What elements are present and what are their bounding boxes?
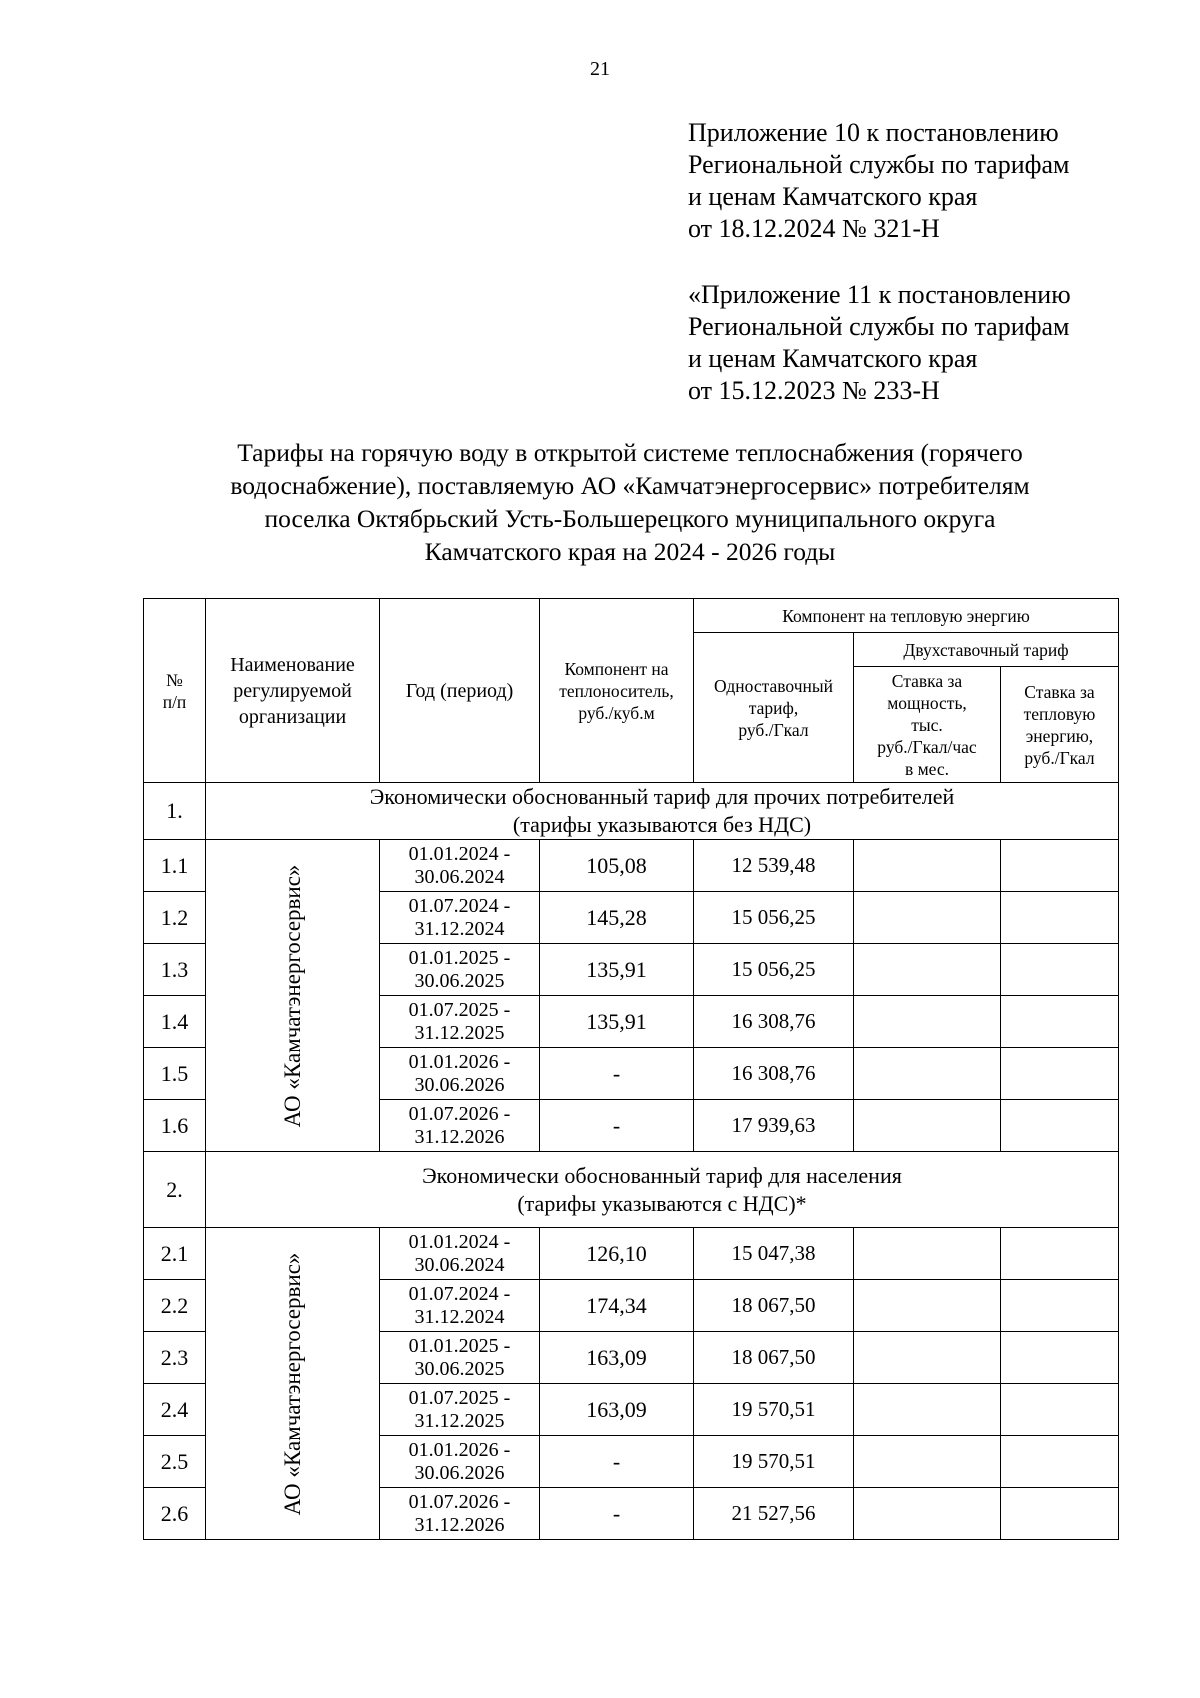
document-title-line: водоснабжение), поставляемую АО «Камчатэнергосервис» потребителям xyxy=(230,471,1030,500)
energy-rate-value xyxy=(1001,996,1119,1048)
row-number: 1.5 xyxy=(144,1048,206,1100)
capacity-rate-value xyxy=(854,892,1001,944)
single-rate-value: 12 539,48 xyxy=(694,840,854,892)
carrier-value: - xyxy=(540,1048,694,1100)
row-number: 2.1 xyxy=(144,1228,206,1280)
single-rate-value: 15 056,25 xyxy=(694,944,854,996)
period-cell: 01.01.2025 - 30.06.2025 xyxy=(380,944,540,996)
header-heat-component: Компонент на тепловую энергию xyxy=(694,599,1119,633)
header-number: № п/п xyxy=(144,599,206,783)
row-number: 1.4 xyxy=(144,996,206,1048)
header-organization: Наименование регулируемой организации xyxy=(206,599,380,783)
single-rate-value: 17 939,63 xyxy=(694,1100,854,1152)
period-cell: 01.07.2026 - 31.12.2026 xyxy=(380,1100,540,1152)
appendix-current-line: от 18.12.2024 № 321-Н xyxy=(688,214,940,243)
document-title xyxy=(140,436,1120,568)
capacity-rate-value xyxy=(854,840,1001,892)
period-cell: 01.07.2024 - 31.12.2024 xyxy=(380,892,540,944)
row-number: 1.1 xyxy=(144,840,206,892)
section-row xyxy=(144,783,1119,840)
organization-cell xyxy=(206,1228,380,1540)
row-number: 1.6 xyxy=(144,1100,206,1152)
appendix-previous-line: «Приложение 11 к постановлению xyxy=(688,280,1071,309)
row-number: 2.2 xyxy=(144,1280,206,1332)
energy-rate-value xyxy=(1001,1384,1119,1436)
organization-name: АО «Камчатэнергосервис» xyxy=(279,1252,305,1515)
capacity-rate-value xyxy=(854,1384,1001,1436)
row-number: 2.3 xyxy=(144,1332,206,1384)
document-title-line: поселка Октябрьский Усть-Большерецкого муниципального округа xyxy=(264,504,996,533)
period-cell: 01.01.2025 - 30.06.2025 xyxy=(380,1332,540,1384)
energy-rate-value xyxy=(1001,1048,1119,1100)
appendix-current-line: и ценам Камчатского края xyxy=(688,182,978,211)
single-rate-value: 16 308,76 xyxy=(694,1048,854,1100)
section-number: 1. xyxy=(144,783,206,840)
capacity-rate-value xyxy=(854,1332,1001,1384)
tariff-table xyxy=(143,598,1119,1540)
table-row xyxy=(144,1228,1119,1280)
energy-rate-value xyxy=(1001,1100,1119,1152)
period-cell: 01.07.2025 - 31.12.2025 xyxy=(380,1384,540,1436)
energy-rate-value xyxy=(1001,840,1119,892)
single-rate-value: 21 527,56 xyxy=(694,1488,854,1540)
document-title-line: Тарифы на горячую воду в открытой системе теплоснабжения (горячего xyxy=(237,438,1023,467)
section-title: Экономически обоснованный тариф для прочих потребителей (тарифы указываются без НДС) xyxy=(206,783,1119,840)
organization-name: АО «Камчатэнергосервис» xyxy=(279,864,305,1127)
period-cell: 01.01.2026 - 30.06.2026 xyxy=(380,1436,540,1488)
carrier-value: 126,10 xyxy=(540,1228,694,1280)
appendix-previous-line: и ценам Камчатского края xyxy=(688,344,978,373)
row-number: 1.2 xyxy=(144,892,206,944)
single-rate-value: 16 308,76 xyxy=(694,996,854,1048)
row-number: 2.5 xyxy=(144,1436,206,1488)
carrier-value: 105,08 xyxy=(540,840,694,892)
energy-rate-value xyxy=(1001,944,1119,996)
period-cell: 01.07.2024 - 31.12.2024 xyxy=(380,1280,540,1332)
period-cell: 01.01.2026 - 30.06.2026 xyxy=(380,1048,540,1100)
capacity-rate-value xyxy=(854,1048,1001,1100)
energy-rate-value xyxy=(1001,1332,1119,1384)
carrier-value: 163,09 xyxy=(540,1332,694,1384)
capacity-rate-value xyxy=(854,1488,1001,1540)
appendix-current-line: Приложение 10 к постановлению xyxy=(688,118,1059,147)
capacity-rate-value xyxy=(854,1436,1001,1488)
carrier-value: 145,28 xyxy=(540,892,694,944)
carrier-value: 135,91 xyxy=(540,944,694,996)
energy-rate-value xyxy=(1001,1436,1119,1488)
capacity-rate-value xyxy=(854,944,1001,996)
carrier-value: 163,09 xyxy=(540,1384,694,1436)
single-rate-value: 19 570,51 xyxy=(694,1384,854,1436)
row-number: 1.3 xyxy=(144,944,206,996)
single-rate-value: 18 067,50 xyxy=(694,1332,854,1384)
energy-rate-value xyxy=(1001,892,1119,944)
capacity-rate-value xyxy=(854,1280,1001,1332)
header-carrier-component: Компонент на теплоноситель, руб./куб.м xyxy=(540,599,694,783)
header-single-rate: Одноставочный тариф, руб./Гкал xyxy=(694,633,854,783)
page-number: 21 xyxy=(590,58,610,80)
table-row xyxy=(144,840,1119,892)
document-title-line: Камчатского края на 2024 - 2026 годы xyxy=(424,537,836,566)
carrier-value: 174,34 xyxy=(540,1280,694,1332)
appendix-previous-line: от 15.12.2023 № 233-Н xyxy=(688,376,940,405)
capacity-rate-value xyxy=(854,996,1001,1048)
appendix-current-block xyxy=(688,117,1168,245)
period-cell: 01.01.2024 - 30.06.2024 xyxy=(380,840,540,892)
period-cell: 01.01.2024 - 30.06.2024 xyxy=(380,1228,540,1280)
capacity-rate-value xyxy=(854,1228,1001,1280)
section-title: Экономически обоснованный тариф для населения (тарифы указываются с НДС)* xyxy=(206,1152,1119,1228)
appendix-previous-line: Региональной службы по тарифам xyxy=(688,312,1070,341)
header-period: Год (период) xyxy=(380,599,540,783)
carrier-value: 135,91 xyxy=(540,996,694,1048)
single-rate-value: 15 056,25 xyxy=(694,892,854,944)
carrier-value: - xyxy=(540,1488,694,1540)
period-cell: 01.07.2025 - 31.12.2025 xyxy=(380,996,540,1048)
appendix-previous-block xyxy=(688,279,1168,407)
header-capacity-rate: Ставка за мощность, тыс. руб./Гкал/час в мес. xyxy=(854,667,1001,783)
header-two-part-tariff: Двухставочный тариф xyxy=(854,633,1119,667)
appendix-current-line: Региональной службы по тарифам xyxy=(688,150,1070,179)
period-cell: 01.07.2026 - 31.12.2026 xyxy=(380,1488,540,1540)
energy-rate-value xyxy=(1001,1228,1119,1280)
row-number: 2.6 xyxy=(144,1488,206,1540)
single-rate-value: 15 047,38 xyxy=(694,1228,854,1280)
carrier-value: - xyxy=(540,1436,694,1488)
header-energy-rate: Ставка за тепловую энергию, руб./Гкал xyxy=(1001,667,1119,783)
energy-rate-value xyxy=(1001,1280,1119,1332)
row-number: 2.4 xyxy=(144,1384,206,1436)
single-rate-value: 19 570,51 xyxy=(694,1436,854,1488)
organization-cell xyxy=(206,840,380,1152)
single-rate-value: 18 067,50 xyxy=(694,1280,854,1332)
capacity-rate-value xyxy=(854,1100,1001,1152)
section-row xyxy=(144,1152,1119,1228)
section-number: 2. xyxy=(144,1152,206,1228)
carrier-value: - xyxy=(540,1100,694,1152)
energy-rate-value xyxy=(1001,1488,1119,1540)
